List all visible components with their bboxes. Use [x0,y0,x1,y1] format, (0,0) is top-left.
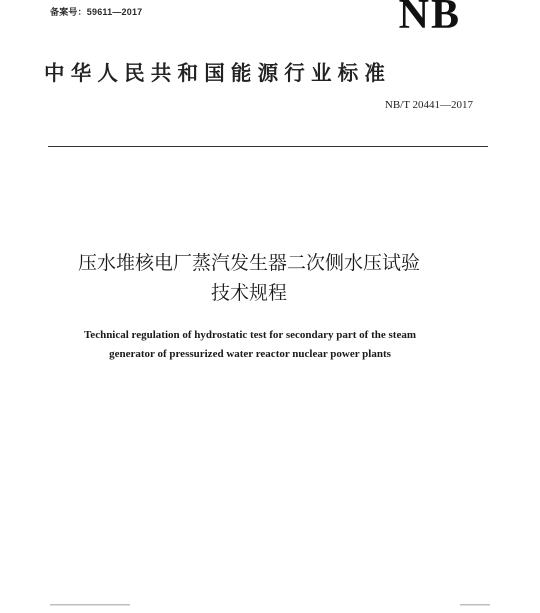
chinese-title-line-2: 技术规程 [210,282,287,304]
header-divider [48,146,488,147]
cropped-footer-left [50,604,130,609]
chinese-title-line-1: 压水堆核电厂蒸汽发生器二次侧水压试验 [77,252,420,274]
cropped-footer [50,604,490,613]
english-title-line-1: Technical regulation of hydrostatic test for secondary part of the steam [83,329,416,341]
english-title-line-2: generator of pressurized water reactor nuclear power plants [109,348,391,360]
standard-type-heading: 中华人民共和国能源行业标准 [44,61,392,85]
chinese-title [0,248,540,308]
cropped-footer-right [460,604,490,609]
english-title [0,326,540,364]
standard-number: NB/T 20441—2017 [384,99,473,111]
nb-logo: NB [398,0,461,38]
record-number: 备案号：59611—2017 [50,7,143,17]
